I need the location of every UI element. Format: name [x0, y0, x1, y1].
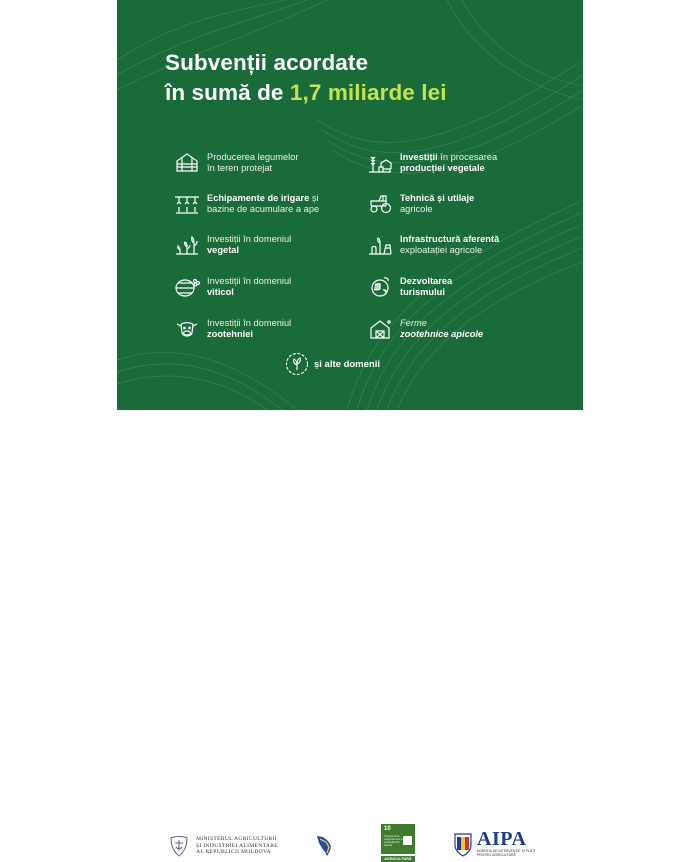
item-line2-bold-italic: zootehnice apicole: [400, 329, 484, 339]
list-item-apiculture: [366, 314, 566, 344]
badge-square-icon: [403, 836, 412, 845]
item-line1: Investiții în domeniul: [207, 275, 292, 286]
globe-tourism-icon: [366, 275, 394, 299]
item-line1-bold: Investiții: [400, 151, 438, 162]
list-item-vegetal: [173, 230, 373, 260]
aipa-acronym: AIPA: [477, 828, 527, 850]
cow-icon: [173, 317, 201, 341]
ministry-line1: MINISTERUL AGRICULTURII: [196, 836, 277, 843]
item-line1-bold: Infrastructură aferentă: [400, 233, 500, 244]
item-line1-italic: Ferme: [400, 317, 427, 328]
item-line2-bold: viticol: [207, 287, 234, 297]
greenhouse-icon: [173, 151, 201, 175]
list-item-machinery: [366, 189, 566, 219]
list-item-infrastructure: [366, 230, 566, 260]
item-line2: în teren protejat: [207, 163, 273, 173]
leaf-circle-icon: [285, 352, 309, 376]
item-line1-bold: Dezvoltarea: [400, 275, 453, 286]
ministry-line2: ȘI INDUSTRIEI ALIMENTARE: [196, 842, 278, 849]
ministry-line3: AL REPUBLICII MOLDOVA: [196, 849, 271, 856]
item-line1-rest: în procesarea: [437, 151, 498, 162]
aipa-full-name: AGENȚIA DE INTERVENȚIE ȘI PLĂȚI PENTRU AGRICULTURĂ: [477, 849, 536, 857]
aipa-logo: [453, 830, 537, 857]
list-item-processing: [366, 148, 566, 178]
other-domains: [285, 352, 380, 376]
item-line2: bazine de acumulare a ape: [207, 204, 320, 214]
list-item-vegetables: [173, 148, 373, 178]
ministry-logo: [168, 834, 278, 858]
item-line2-bold: turismului: [400, 287, 445, 297]
item-line2-bold: producției vegetale: [400, 163, 485, 173]
tractor-icon: [366, 192, 394, 216]
item-line2: agricole: [400, 204, 433, 214]
badge-mini-text: Programul de subvenționare a producătorilor agricoli: [384, 835, 403, 847]
item-line2-bold: vegetal: [207, 245, 240, 255]
item-line1: Investiții în domeniul: [207, 233, 292, 244]
item-line2-bold: zootehniei: [207, 329, 253, 339]
item-line1-bold: Echipamente de irigare: [207, 192, 310, 203]
item-line2: exploatației agricole: [400, 245, 483, 255]
item-line1: Investiții în domeniul: [207, 317, 292, 328]
item-line1-rest: și: [309, 192, 319, 203]
badge-label: AGRICULTURĂ: [381, 856, 415, 862]
irrigation-icon: [173, 192, 201, 216]
agriculture-badge: [381, 824, 415, 862]
moldova-map-icon: [314, 834, 334, 858]
plant-growth-icon: [173, 233, 201, 257]
footer-logos: [0, 410, 700, 861]
beehive-farm-icon: [366, 317, 394, 341]
title-amount: 1,7 miliarde lei: [289, 80, 447, 105]
moldova-map-logo: [314, 834, 334, 858]
title-line1: Subvenții acordate: [165, 50, 369, 75]
list-item-viticol: [173, 272, 373, 302]
list-item-tourism: [366, 272, 566, 302]
infographic-panel: [117, 0, 583, 410]
list-item-zootechnics: [173, 314, 373, 344]
aipa-emblem-icon: [453, 831, 473, 857]
title-line2-prefix: în sumă de: [165, 80, 290, 105]
item-line1: Producerea legumelor: [207, 151, 299, 162]
wine-barrel-icon: [173, 275, 201, 299]
page-title: [165, 48, 447, 108]
item-line1-bold: Tehnică și utilaje: [400, 192, 475, 203]
infrastructure-icon: [366, 233, 394, 257]
coat-of-arms-icon: [168, 834, 190, 858]
grain-processing-icon: [366, 151, 394, 175]
list-item-irrigation: [173, 189, 393, 219]
other-domains-label: și alte domenii: [314, 358, 380, 370]
badge-number: 10: [384, 826, 391, 832]
